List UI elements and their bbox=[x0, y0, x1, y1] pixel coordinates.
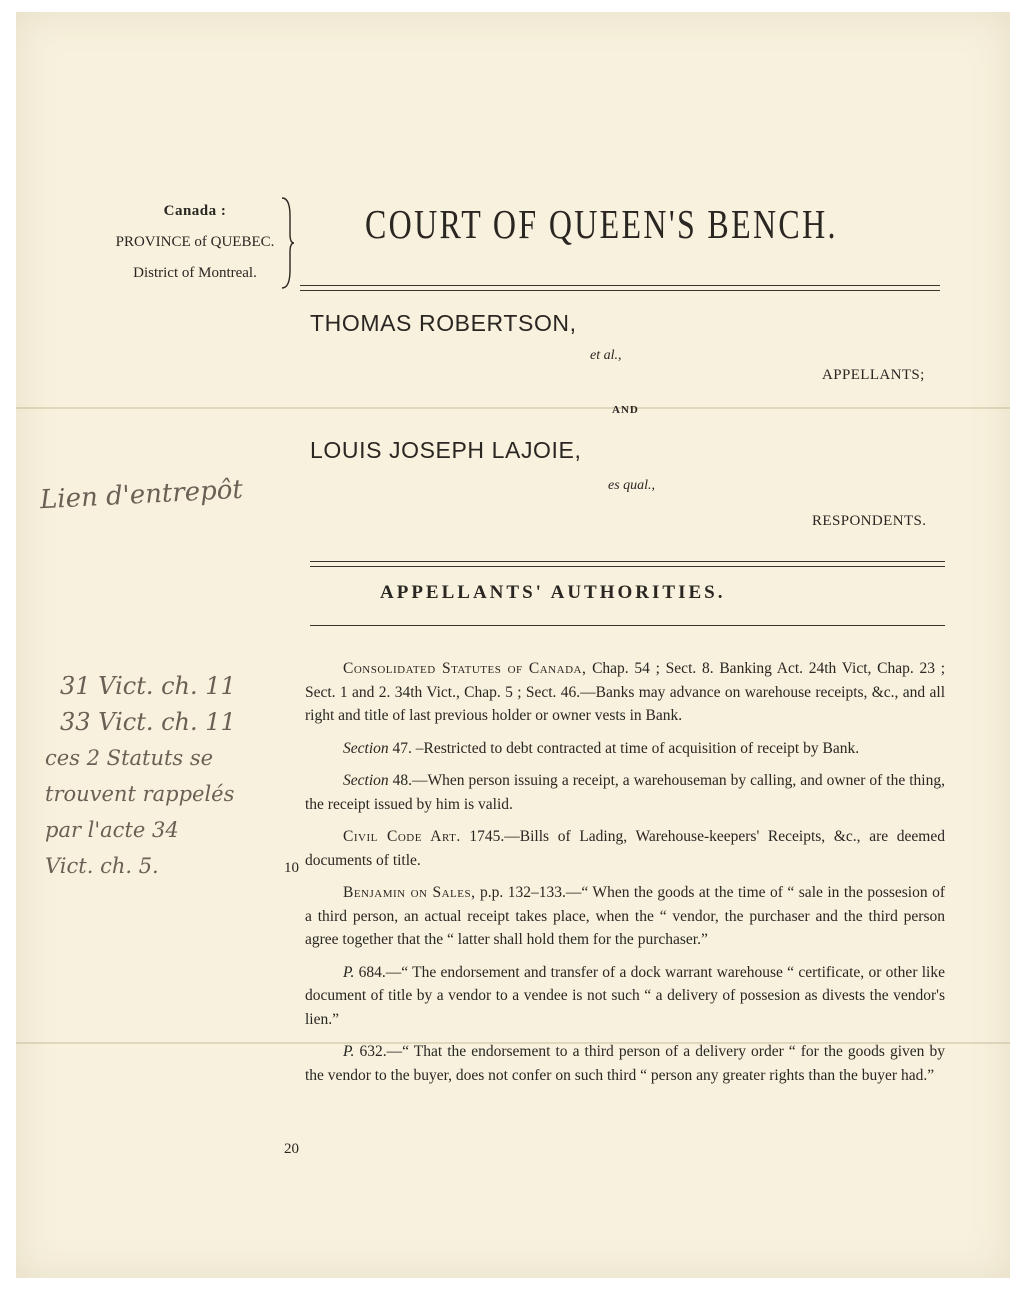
heading-rule-top bbox=[310, 561, 945, 567]
title-rule bbox=[300, 285, 940, 291]
caption-district: District of Montreal. bbox=[133, 265, 257, 281]
fold-line bbox=[16, 407, 1010, 409]
handwritten-note-statutes bbox=[45, 668, 236, 884]
section-heading: APPELLANTS' AUTHORITIES. bbox=[380, 582, 726, 603]
caption-brace bbox=[278, 196, 294, 290]
handwritten-line: par l'acte 34 bbox=[45, 818, 179, 842]
paragraph-text: Chap. 54 ; Sect. 8. Banking Act. 24th Vict, Chap. 23 ; Sect. 1 and 2. 34th Vict., Chap. 5 ; Sect. 46.—Banks may advance on warehouse receipts, &c., and all right and title of last previous holder or owner vests in Bank. bbox=[305, 660, 945, 724]
respondent-role: RESPONDENTS. bbox=[812, 513, 927, 529]
authority-paragraph bbox=[305, 881, 945, 952]
paragraph-text: 48.—When person issuing a receipt, a warehouseman by calling, and owner of the thing, the receipt issued by him is valid. bbox=[305, 772, 945, 813]
paragraph-text: 47. –Restricted to debt contracted at time of acquisition of receipt by Bank. bbox=[392, 739, 860, 757]
authority-paragraph bbox=[305, 769, 945, 816]
handwritten-line: Vict. ch. 5. bbox=[45, 854, 159, 878]
paragraph-text: p.p. 132–133.—“ When the goods at the time of “ sale in the possesion of a third person, an actual receipt takes place, when the “ vendor, the purchaser and the third person agree together that the “ latter shall hold them for the purchaser.” bbox=[305, 884, 946, 948]
paragraph-lead: Civil Code Art. bbox=[343, 828, 461, 845]
authority-paragraph bbox=[305, 657, 945, 728]
appellant-name: THOMAS ROBERTSON, bbox=[310, 310, 577, 336]
handwritten-line: ces 2 Statuts se bbox=[45, 746, 214, 770]
handwritten-line: trouvent rappelés bbox=[45, 782, 235, 806]
paragraph-text: 1745.—Bills of Lading, Warehouse-keepers' Receipts, &c., are deemed documents of title. bbox=[305, 828, 945, 869]
jurisdiction-caption bbox=[100, 196, 290, 289]
and-conjunction: AND bbox=[612, 404, 639, 416]
appellant-qualifier: et al., bbox=[590, 348, 622, 363]
appellant-role: APPELLANTS; bbox=[822, 367, 925, 383]
paragraph-lead: Section bbox=[343, 772, 389, 789]
line-number-20: 20 bbox=[284, 1141, 299, 1157]
paragraph-lead: P. bbox=[343, 1043, 355, 1060]
paragraph-lead: Section bbox=[343, 739, 389, 757]
respondent-qualifier: es qual., bbox=[608, 478, 656, 493]
paragraph-lead: P. bbox=[343, 963, 355, 981]
authority-paragraph bbox=[305, 737, 945, 761]
paragraph-lead: Benjamin on Sales, bbox=[343, 884, 476, 901]
paragraph-text: 632.—“ That the endorsement to a third person of a delivery order “ for the goods given by the vendor to the buyer, does not confer on such third “ person any greater rights than the buyer had.” bbox=[305, 1043, 946, 1084]
court-title: COURT OF QUEEN'S BENCH. bbox=[365, 201, 838, 247]
authority-paragraph bbox=[305, 1040, 945, 1087]
authorities-body bbox=[305, 657, 945, 1096]
heading-rule-bottom bbox=[310, 625, 945, 626]
caption-canada: Canada : bbox=[163, 203, 227, 219]
respondent-name: LOUIS JOSEPH LAJOIE, bbox=[310, 437, 582, 463]
authority-paragraph bbox=[305, 961, 945, 1032]
handwritten-line: 33 Vict. ch. 11 bbox=[60, 708, 236, 736]
line-number-10: 10 bbox=[284, 860, 299, 876]
caption-province: PROVINCE of QUEBEC. bbox=[115, 234, 275, 250]
handwritten-note-lien: Lien d'entrepôt bbox=[39, 474, 244, 516]
paragraph-text: 684.—“ The endorsement and transfer of a dock warrant warehouse “ certificate, or other like document of title by a vendor to a vendee is not such “ a delivery of possesion as divests the vendor's lien.” bbox=[305, 963, 945, 1028]
authority-paragraph bbox=[305, 825, 945, 872]
handwritten-line: 31 Vict. ch. 11 bbox=[60, 672, 236, 700]
paragraph-lead: Consolidated Statutes of Canada, bbox=[343, 660, 587, 677]
